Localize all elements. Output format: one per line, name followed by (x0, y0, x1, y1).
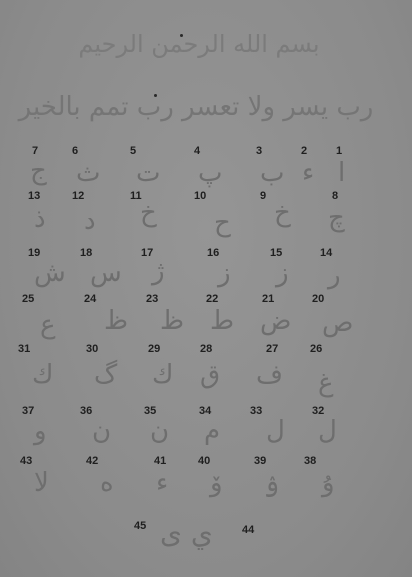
letter-number: 31 (18, 343, 31, 355)
letter-number: 6 (72, 145, 79, 157)
letter-glyph: پ (198, 158, 223, 188)
letter-glyph: ل (266, 416, 285, 446)
letter-number: 9 (260, 190, 267, 202)
letter-glyph: ك (32, 360, 54, 390)
letter-number: 37 (22, 405, 35, 417)
letter-glyph: چ (328, 203, 345, 233)
letter-glyph: ز (276, 258, 289, 288)
letter-glyph: ۇ (322, 468, 335, 498)
letter-number: 1 (336, 145, 343, 157)
letter-glyph: ظ (104, 306, 129, 336)
letter-number: 42 (86, 455, 99, 467)
letter-number: 11 (130, 190, 142, 202)
letter-glyph: ص (322, 308, 354, 338)
letter-number: 16 (207, 247, 220, 259)
letter-number: 15 (270, 247, 283, 259)
letter-number: 35 (144, 405, 157, 417)
letter-glyph: ب (260, 158, 285, 188)
letter-glyph: ي ی (160, 517, 213, 550)
letter-glyph: لا (34, 468, 49, 498)
letter-glyph: ض (260, 306, 292, 336)
letter-glyph: ز (218, 258, 231, 288)
letter-glyph: ژ (152, 256, 165, 286)
letter-glyph: ش (34, 258, 66, 288)
letter-glyph: ظ (160, 306, 185, 336)
letter-number: 8 (332, 190, 339, 202)
letter-number: 26 (310, 343, 323, 355)
letter-number: 20 (312, 293, 325, 305)
letter-glyph: غ (318, 368, 334, 398)
letter-glyph: د (84, 206, 96, 236)
letter-number: 4 (194, 145, 201, 157)
letter-number: 43 (20, 455, 33, 467)
letter-number: 2 (301, 145, 308, 157)
letter-number: 22 (206, 293, 219, 305)
letter-glyph: م (204, 416, 221, 446)
letter-glyph: ۉ (264, 468, 280, 498)
letter-number: 29 (148, 343, 161, 355)
letter-number: 40 (198, 455, 211, 467)
letter-number: 24 (84, 293, 97, 305)
letter-glyph: ن (92, 416, 112, 446)
letter-glyph: خ (274, 198, 291, 228)
letter-number: 13 (28, 190, 41, 202)
letter-number: 12 (72, 190, 85, 202)
letter-glyph: ف (256, 360, 283, 390)
letter-glyph: خ (140, 198, 157, 228)
letter-number: 21 (262, 293, 275, 305)
letter-number: 25 (22, 293, 35, 305)
letter-number: 41 (154, 455, 167, 467)
letter-glyph: ن (150, 416, 170, 446)
letter-number: 14 (320, 247, 333, 259)
letter-glyph: ا (338, 158, 346, 188)
letter-number: 10 (194, 190, 207, 202)
letter-number: 17 (141, 247, 154, 259)
letter-glyph: ء (302, 158, 315, 188)
letter-number: 18 (80, 247, 93, 259)
letter-glyph: ت (136, 158, 161, 188)
letter-number: 38 (304, 455, 317, 467)
letter-glyph: ر (328, 260, 341, 290)
dua-line: رب يسر ولا تعسر رب تمم بالخير (18, 92, 374, 122)
letter-glyph: ك (152, 360, 174, 390)
letter-glyph: ۆ (210, 468, 223, 498)
basmala-heading: بسم الله الرحمن الرحيم (78, 30, 320, 58)
letter-glyph: ح (214, 208, 231, 238)
letter-glyph: س (90, 258, 122, 288)
letter-number: 5 (130, 145, 137, 157)
letter-glyph: ء (156, 468, 169, 498)
letter-number: 36 (80, 405, 93, 417)
letter-number: 7 (32, 145, 39, 157)
letter-glyph: و (34, 416, 47, 446)
letter-number: 27 (266, 343, 279, 355)
letter-glyph: ق (200, 360, 221, 390)
letter-glyph: ط (210, 306, 235, 336)
letter-number: 23 (146, 293, 159, 305)
letter-glyph: ذ (34, 204, 46, 234)
letter-glyph: گ (94, 360, 118, 390)
letter-glyph: ل (318, 416, 337, 446)
letter-glyph: ث (76, 158, 101, 188)
letter-glyph: ه (100, 468, 114, 498)
letter-number: 33 (250, 405, 263, 417)
letter-glyph: ج (30, 156, 47, 186)
letter-number: 39 (254, 455, 267, 467)
letter-number: 19 (28, 247, 41, 259)
letter-number: 28 (200, 343, 213, 355)
letter-number: 34 (199, 405, 212, 417)
letter-number: 3 (256, 145, 263, 157)
letter-number: 45 (134, 520, 147, 532)
letter-number: 30 (86, 343, 99, 355)
letter-number: 32 (312, 405, 325, 417)
letter-glyph: ع (40, 310, 56, 340)
letter-number: 44 (242, 524, 255, 536)
